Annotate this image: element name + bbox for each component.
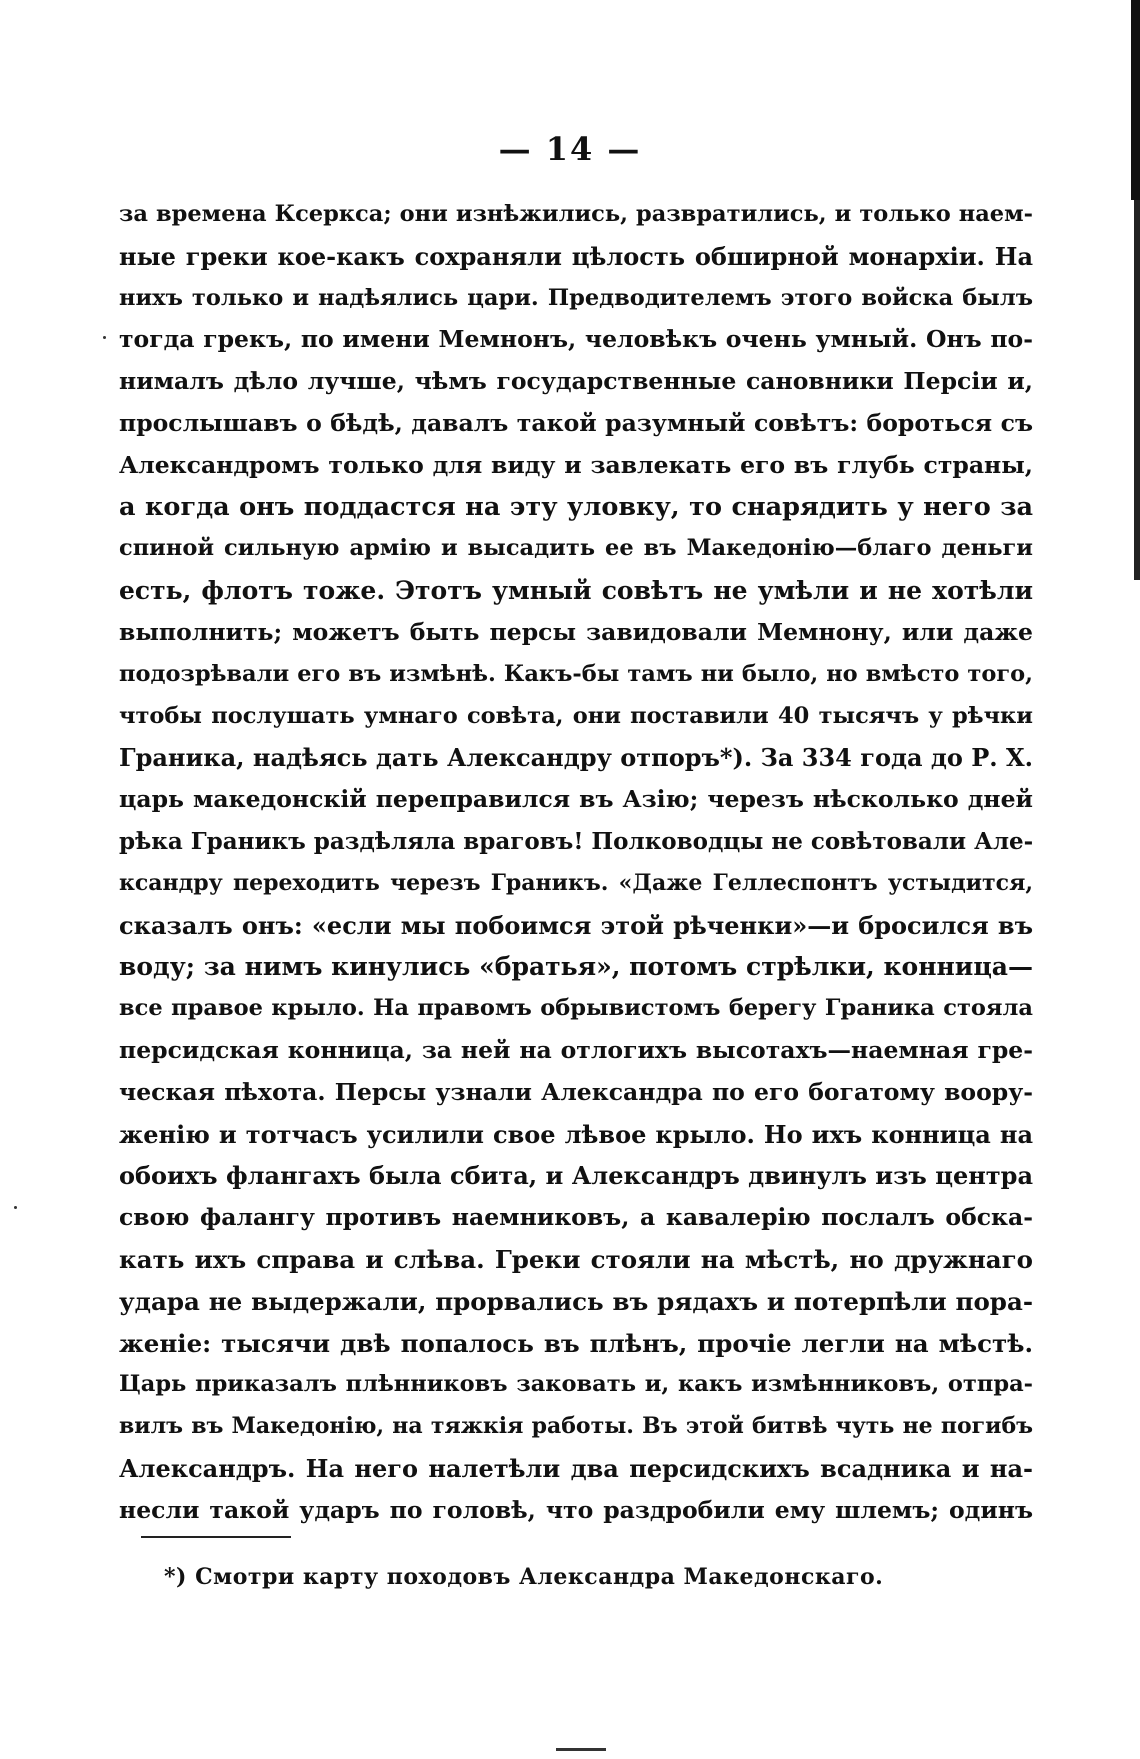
text-line: обоихъ флангахъ была сбита, и Александръ двинулъ изъ центра (119, 1161, 1033, 1191)
text-line: чтобы послушать умнаго совѣта, они поставили 40 тысячъ у рѣчки (119, 702, 1033, 729)
scan-edge-bar (1131, 0, 1140, 200)
text-line: Александромъ только для виду и завлекать его въ глубь страны, (119, 450, 1033, 479)
text-line: кать ихъ справа и слѣва. Греки стояли на мѣстѣ, но дружнаго (119, 1244, 1033, 1274)
scan-bottom-mark (556, 1748, 606, 1751)
text-line: выполнить; можетъ быть персы завидовали Мемнону, или даже (119, 617, 1033, 646)
text-line: есть, флотъ тоже. Этотъ умный совѣтъ не умѣли и не хотѣли (119, 576, 1033, 606)
text-line: свою фалангу противъ наемниковъ, а кавалерію послалъ обска- (119, 1203, 1033, 1232)
text-line: женіе: тысячи двѣ попалось въ плѣнъ, прочіе легли на мѣстѣ. (119, 1328, 1033, 1358)
text-line: все правое крыло. На правомъ обрывистомъ берегу Граника стояла (119, 995, 1033, 1022)
text-line: нихъ только и надѣялись цари. Предводителемъ этого войска былъ (119, 284, 1033, 311)
text-line: несли такой ударъ по головѣ, что раздробили ему шлемъ; одинъ (119, 1495, 1033, 1524)
text-line: Граника, надѣясь дать Александру отпоръ*). За 334 года до Р. Х. (119, 743, 1033, 773)
text-line: за времена Ксеркса; они изнѣжились, развратились, и только наем- (119, 201, 1033, 227)
text-line: подозрѣвали его въ измѣнѣ. Какъ-бы тамъ ни было, но вмѣсто того, (119, 660, 1033, 687)
text-line: женію и тотчасъ усилили свое лѣвое крыло. Но ихъ конница на (119, 1119, 1033, 1149)
text-line: Александръ. На него налетѣли два персидскихъ всадника и на- (119, 1453, 1033, 1483)
text-line: ксандру переходить черезъ Граникъ. «Даже Геллеспонтъ устыдится, (119, 869, 1033, 896)
text-line: царь македонскій переправился въ Азію; черезъ нѣсколько дней (119, 785, 1033, 814)
text-line: сказалъ онъ: «если мы побоимся этой рѣченки»—и бросился въ (119, 910, 1033, 940)
text-line: воду; за нимъ кинулись «братья», потомъ стрѣлки, конница— (119, 952, 1033, 982)
text-line: ные греки кое-какъ сохраняли цѣлость обширной монархіи. На (119, 241, 1033, 271)
scan-speck (103, 336, 106, 339)
footnote: *) Смотри карту походовъ Александра Македонскаго. (164, 1564, 884, 1590)
scan-edge-bar-lower (1134, 200, 1140, 580)
text-line: персидская конница, за ней на отлогихъ высотахъ—наемная гре- (119, 1035, 1033, 1064)
text-line: нималъ дѣло лучше, чѣмъ государственные сановники Персіи и, (119, 367, 1033, 396)
text-line: ческая пѣхота. Персы узнали Александра по его богатому воору- (119, 1077, 1033, 1106)
text-line: Царь приказалъ плѣнниковъ заковать и, какъ измѣнниковъ, отпра- (119, 1371, 1033, 1398)
text-line: вилъ въ Македонію, на тяжкія работы. Въ этой битвѣ чуть не погибъ (119, 1413, 1033, 1440)
text-line: а когда онъ поддастся на эту уловку, то снарядить у него за (119, 491, 1033, 522)
text-line: рѣка Граникъ раздѣляла враговъ! Полководцы не совѣтовали Але- (119, 827, 1033, 855)
body-text (119, 194, 1033, 1532)
text-line: спиной сильную армію и высадить ее въ Македонію—благо деньги (119, 535, 1033, 562)
text-line: прослышавъ о бѣдѣ, давалъ такой разумный совѣтъ: бороться съ (119, 408, 1033, 437)
scan-speck (14, 1206, 17, 1209)
text-line: удара не выдержали, прорвались въ рядахъ и потерпѣли пора- (119, 1286, 1033, 1316)
page-number: — 14 — (498, 130, 642, 168)
text-line: тогда грекъ, по имени Мемнонъ, человѣкъ очень умный. Онъ по- (119, 325, 1033, 354)
footnote-divider (141, 1536, 291, 1538)
